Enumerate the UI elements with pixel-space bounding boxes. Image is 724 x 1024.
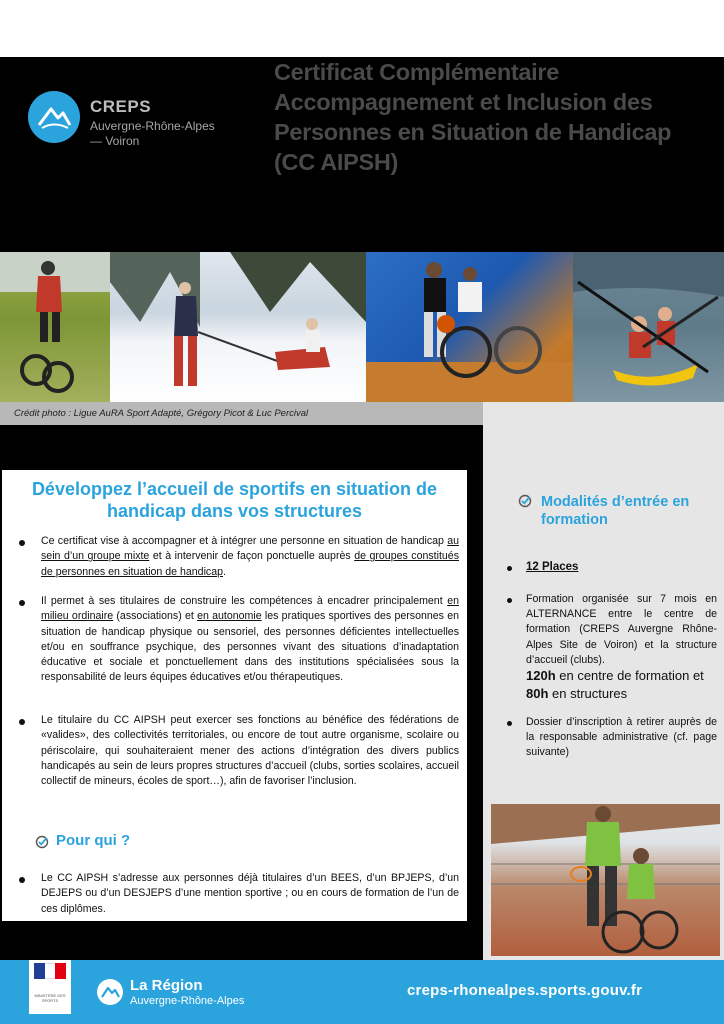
creps-logo	[28, 91, 258, 151]
bullet-dot	[507, 566, 512, 571]
paragraph-competences	[41, 594, 459, 686]
region-logo-icon	[97, 979, 123, 1005]
text-run: Il permet à ses titulaires de construire les compétences à encadrer principalement	[41, 595, 448, 607]
bullet-dot	[19, 719, 25, 725]
text-run: (associations) et	[113, 610, 198, 623]
photo-wheelchair-tennis	[491, 804, 720, 956]
bullet-dot	[19, 600, 25, 606]
hours-centre-label: en centre de formation et	[555, 668, 704, 683]
header-banner	[0, 57, 724, 252]
page-title	[274, 57, 724, 177]
text-run: .	[223, 565, 226, 578]
text-run: et à intervenir de façon ponctuelle auprès	[149, 550, 355, 563]
bullet-dot	[19, 877, 25, 883]
footer-bar	[0, 960, 724, 1024]
ministry-name: MINISTÈRE DES SPORTS	[34, 993, 66, 1003]
underlined-text: au sein d’un groupe mixte	[41, 535, 459, 563]
underlined-text: en milieu ordinaire	[41, 595, 459, 623]
section-title	[2, 478, 467, 522]
title-line: Accompagnement et Inclusion des	[274, 89, 653, 115]
photo-credit-bar	[0, 402, 483, 425]
hours-centre	[526, 666, 717, 685]
dossier-text: Dossier d’inscription à retirer auprès de la responsable administrative (cf. page suivante)	[526, 716, 717, 759]
website-link[interactable]: creps-rhonealpes.sports.gouv.fr	[407, 982, 643, 999]
french-flag-icon	[34, 963, 66, 979]
paragraph-fonctions: Le titulaire du CC AIPSH peut exercer ses fonctions au bénéfice des fédérations de «valides», des collectivités territoriales, ou encore de tout autre organisme, scolaire ou périscolaire, qui souhaiteraient mener des actions d’intégration des divers publics handicapés au sein de leurs propres structures d’accueil (clubs, sorties scolaires, accueil collectif de mineurs, écoles de sport…), afin de favoriser l’inclusion.	[41, 714, 459, 788]
hours-centre-value: 120h	[526, 668, 556, 683]
photo-mountain-bike	[0, 252, 110, 402]
logo-city: — Voiron	[90, 134, 140, 148]
section-title-line: handicap dans vos structures	[106, 501, 363, 521]
title-line: (CC AIPSH)	[274, 149, 399, 175]
ministry-logo	[29, 960, 71, 1014]
hours-structures-label: en structures	[548, 686, 628, 701]
underlined-text: en autonomie	[197, 610, 262, 623]
region-name: La Région	[130, 977, 203, 994]
paragraph-objective	[41, 534, 459, 580]
logo-region: Auvergne-Rhône-Alpes	[90, 119, 215, 133]
photo-kayak	[573, 252, 724, 402]
check-circle-icon	[35, 835, 49, 854]
pour-qui-title: Pour qui ?	[56, 832, 131, 849]
title-line: Certificat Complémentaire	[274, 59, 560, 85]
bullet-dot	[507, 598, 512, 603]
photo-credit: Crédit photo : Ligue AuRA Sport Adapté, Grégory Picot & Luc Percival	[14, 408, 309, 419]
places-count: 12 Places	[526, 561, 579, 573]
region-subtitle: Auvergne-Rhône-Alpes	[130, 995, 245, 1007]
bullet-dot	[507, 721, 512, 726]
logo-name: CREPS	[90, 97, 152, 116]
photo-strip	[0, 252, 724, 402]
formation-text: Formation organisée sur 7 mois en ALTERNANCE entre le centre de formation (CREPS Auvergne Rhône-Alpes Site de Voiron) et la structure d’accueil (clubs).	[526, 593, 717, 666]
bullet-dot	[19, 540, 25, 546]
paragraph-pour-qui: Le CC AIPSH s’adresse aux personnes déjà titulaires d’un BEES, d’un BPJEPS, d’un DEJEPS ou d’un DESJEPS d’une mention sportive ; ou en cours de formation de l’un de ces diplômes.	[41, 872, 459, 915]
check-circle-icon	[518, 494, 532, 513]
underlined-text: de groupes constitués de personnes en situation de handicap	[41, 550, 459, 578]
section-title-line: Développez l’accueil de sportifs en situation de	[31, 479, 438, 499]
hours-structures	[526, 684, 717, 703]
main-content-card	[2, 470, 467, 921]
modalites-title: Modalités d’entrée en formation	[541, 494, 690, 528]
photo-wheelchair-basketball	[366, 252, 573, 402]
text-run: les pratiques sportives des personnes en situation de handicap physique ou sensoriel, des personnes déficientes intellectuelles et/ou en souffrance psychique, des personnes vivant des situations d’inadaptation éducative et sociale et ponctuellement dans des institutions spécialisées sous la responsabilité de leurs équipes éducatives et/ou thérapeutiques.	[41, 610, 459, 684]
photo-snow-sled	[110, 252, 366, 402]
creps-logo-icon	[28, 91, 80, 143]
hours-structures-value: 80h	[526, 686, 549, 701]
text-run: Ce certificat vise à accompagner et à intégrer une personne en situation de handicap	[41, 535, 448, 547]
title-line: Personnes en Situation de Handicap	[274, 119, 672, 145]
